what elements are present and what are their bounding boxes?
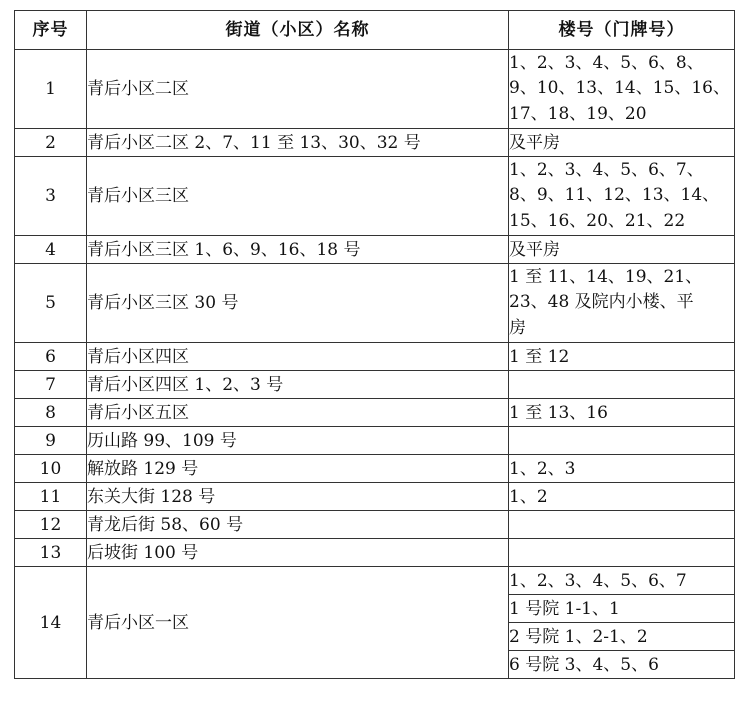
header-name: 街道（小区）名称	[87, 11, 509, 50]
row-building: 及平房	[509, 129, 735, 157]
building-line: 1、2、3、4、5、6、7、	[509, 159, 704, 180]
header-row	[15, 11, 735, 50]
row-name: 青后小区三区 30 号	[87, 264, 509, 343]
row-name: 青后小区三区 1、6、9、16、18 号	[87, 236, 509, 264]
row-no: 5	[15, 264, 87, 343]
row-name: 青龙后街 58、60 号	[87, 511, 509, 539]
row-no: 10	[15, 455, 87, 483]
building-line: 1 至 11、14、19、21、	[509, 266, 703, 287]
building-line: 23、48 及院内小楼、平	[509, 292, 694, 313]
header-building: 楼号（门牌号）	[509, 11, 735, 50]
table-row	[15, 483, 735, 511]
row-name: 青后小区五区	[87, 399, 509, 427]
row-building: 1、2、3、4、5、6、7	[509, 567, 735, 595]
address-table	[14, 10, 735, 679]
header-no: 序号	[15, 11, 87, 50]
row-building: 1 至 13、16	[509, 399, 735, 427]
row-building: 2 号院 1、2-1、2	[509, 623, 735, 651]
row-no: 14	[15, 567, 87, 679]
row-name: 历山路 99、109 号	[87, 427, 509, 455]
row-building	[509, 371, 735, 399]
row-no: 9	[15, 427, 87, 455]
row-no: 13	[15, 539, 87, 567]
row-name: 解放路 129 号	[87, 455, 509, 483]
row-building: 1、2、3	[509, 455, 735, 483]
row-name: 青后小区四区	[87, 343, 509, 371]
row-building: 6 号院 3、4、5、6	[509, 651, 735, 679]
table-row	[15, 455, 735, 483]
row-building: 1 号院 1-1、1	[509, 595, 735, 623]
row-building	[509, 50, 735, 129]
row-no: 11	[15, 483, 87, 511]
table-row	[15, 343, 735, 371]
row-name: 后坡街 100 号	[87, 539, 509, 567]
building-line: 房	[509, 317, 526, 338]
table-row	[15, 129, 735, 157]
table-row	[15, 567, 735, 595]
row-name: 青后小区四区 1、2、3 号	[87, 371, 509, 399]
building-line: 9、10、13、14、15、16、	[509, 78, 730, 99]
row-building: 1 至 12	[509, 343, 735, 371]
row-building	[509, 511, 735, 539]
row-no: 12	[15, 511, 87, 539]
table-row	[15, 511, 735, 539]
table-row	[15, 539, 735, 567]
row-no: 2	[15, 129, 87, 157]
row-name: 青后小区三区	[87, 157, 509, 236]
row-name: 东关大街 128 号	[87, 483, 509, 511]
table-row	[15, 157, 735, 236]
row-no: 4	[15, 236, 87, 264]
row-building	[509, 539, 735, 567]
row-building	[509, 264, 735, 343]
table-row	[15, 427, 735, 455]
table-row	[15, 50, 735, 129]
row-building	[509, 427, 735, 455]
building-line: 15、16、20、21、22	[509, 210, 686, 231]
row-no: 1	[15, 50, 87, 129]
row-building	[509, 157, 735, 236]
table-row	[15, 236, 735, 264]
table-row	[15, 399, 735, 427]
row-name: 青后小区二区 2、7、11 至 13、30、32 号	[87, 129, 509, 157]
row-no: 7	[15, 371, 87, 399]
row-name: 青后小区一区	[87, 567, 509, 679]
table-row	[15, 264, 735, 343]
row-building: 1、2	[509, 483, 735, 511]
row-name: 青后小区二区	[87, 50, 509, 129]
row-no: 8	[15, 399, 87, 427]
building-line: 8、9、11、12、13、14、	[509, 185, 720, 206]
building-line: 1、2、3、4、5、6、8、	[509, 52, 704, 73]
table-row	[15, 371, 735, 399]
row-no: 6	[15, 343, 87, 371]
row-no: 3	[15, 157, 87, 236]
row-building: 及平房	[509, 236, 735, 264]
building-line: 17、18、19、20	[509, 103, 647, 124]
